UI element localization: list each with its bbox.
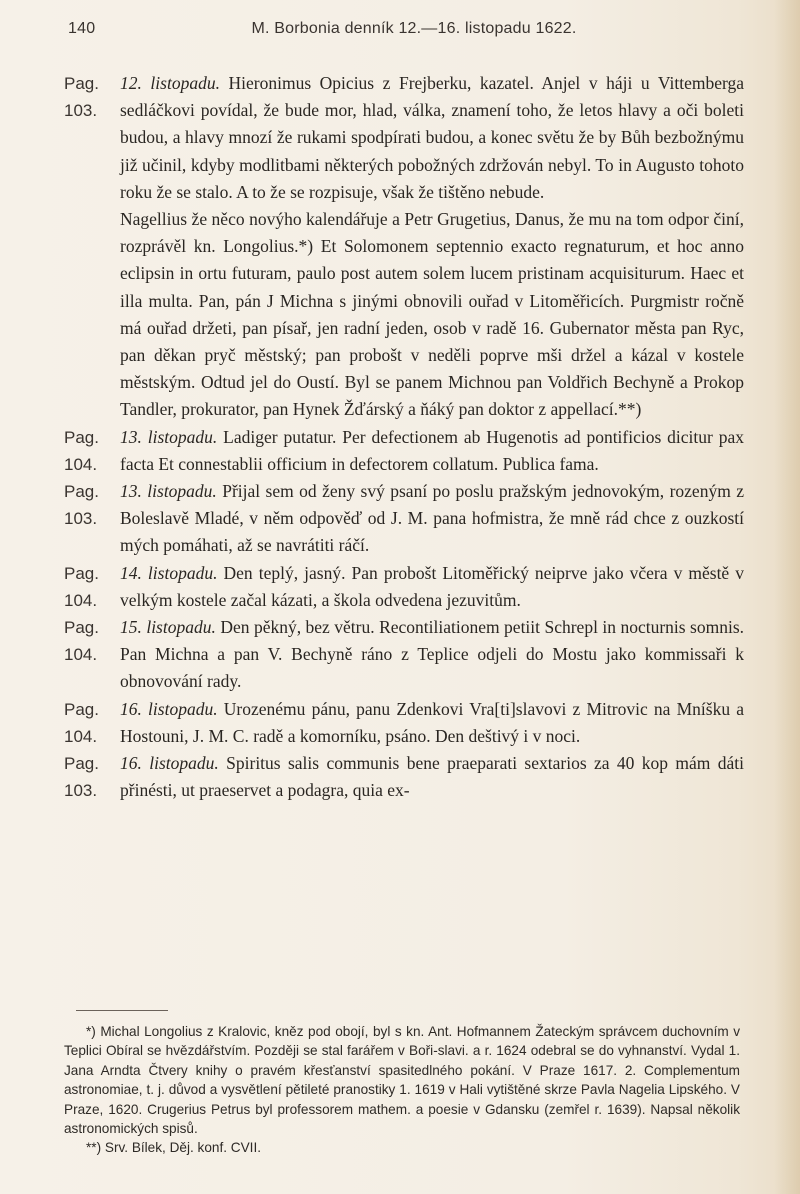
entry-paragraph-text: Urozenému pánu, panu Zdenkovi Vra[ti]slavovi z Mitrovic na Mníšku a Hostouni, J. M. C. radě a komorníku, psáno. Den deštivý i v noci. [120,698,745,746]
entry-date: 16. listopadu. [120,698,218,719]
diary-entries [64,70,744,804]
diary-entry [64,750,744,804]
entry-paragraph-text: Den pěkný, bez větru. Recontiliationem petiit Schrepl in nocturnis somnis. Pan Michna a pan V. Bechyně ráno z Teplice odjeli do Mostu jako kommissaři k obnovování rady. [120,617,745,692]
footnote-rule [76,1010,168,1011]
entry-date: 13. listopadu. [120,426,218,447]
diary-entry [64,696,744,750]
diary-entry [64,424,744,478]
entry-date: 16. listopadu. [120,753,219,774]
page-reference: Pag. 103. [64,74,99,121]
entry-date: 15. listopadu. [120,617,216,638]
page-reference: Pag. 104. [64,618,99,665]
entry-paragraph-text: Nagellius že něco novýho kalendářuje a Petr Grugetius, Danus, že mu na tom odpor činí, rozprávěl kn. Longolius.*) Et Solomonem septennio exacto regnaturum, et hoc anno eclipsin in ortu futuram, paulo post autem solem lucem pristinam acquisiturum. Haec et illa multa. Pan, pán J Michna s jinými obnovili ouřad v Litoměřicích. Purgmistr ročně má ouřad držeti, pan písař, jen radní jeden, osob v radě 16. Gubernator města pan Ryc, pan děkan pryč městský; pan probošt v neděli poprve mši držel a kázal v kostele městským. Odtud jel do Oustí. Byl se panem Michnou pan Voldřich Bechyně a Prokop Tandler, prokurator, pan Hynek Žďárský a ňáký pan doktor z appellací.**) [120,209,744,420]
entry-paragraph [120,206,744,424]
page-reference: Pag. 104. [64,563,99,610]
entry-text [120,696,744,750]
entry-text [120,614,744,696]
entry-paragraph [120,750,744,804]
entry-paragraph [120,560,744,614]
running-title: M. Borbonia denník 12.—16. listopadu 1622. [251,20,577,37]
diary-entry [64,614,744,696]
diary-entry [64,478,744,560]
entry-paragraph [120,696,744,750]
entry-date: 12. listopadu. [120,73,220,93]
page-reference: Pag. 104. [64,427,99,474]
entry-text [120,424,744,478]
footnote: *) Michal Longolius z Kralovic, kněz pod obojí, byl s kn. Ant. Hofmannem Žateckým správcem duchovním v Teplici Obíral se hvězdářstvím. Později se stal farářem v Boři-slavi. a r. 1624 odebral se do vyhnanství. Vydal 1. Jana Arndta Čtvery knihy o pravém křesťanství spasitedlného pokání. V Praze 1617. 2. Complementum astronomiae, t. j. důvod a vysvětlení pětileté pranostiky 1. 1619 v Hali vytištěné skrze Pavla Nagelia Lipského. V Praze, 1620. Crugerius Petrus byl professorem mathem. a poesie v Gdansku (zemřel r. 1639). Napsal několik astronomických spisů. [64,1024,740,1137]
entry-paragraph [120,478,744,560]
entry-paragraph-text: Ladiger putatur. Per defectionem ab Hugenotis ad pontificios dicitur pax facta Et connestablii officium in defectorem collatum. Publica fama. [120,426,744,474]
entry-text [120,478,744,560]
page-reference: Pag. 103. [64,482,99,529]
entry-text [120,70,744,424]
entry-text [120,750,744,804]
entry-paragraph-text: Hieronimus Opicius z Frejberku, kazatel. Anjel v háji u Vittemberga sedláčkovi povídal, že bude mor, hlad, válka, znamení toho, že letos hlavy a oči boleti budou, a hlavy mnozí že rukami spodpírati budou, a konec světu že by Bůh bezbožnýmu již učinil, kdyby modlitbami některých pobožných zdržován nebyl. To in Augusto tohoto roku že se stalo. A to že se rozpisuje, však že tištěno nebude. [120,73,744,202]
entry-paragraph [120,424,744,478]
footnotes [64,1022,740,1158]
entry-paragraph-text: Přijal sem od ženy svý psaní po poslu pražským jednovokým, rozeným z Boleslavě Mladé, v něm odpověď od J. M. pana hofmistra, že mně rád chce z ouzkostí mých pomáhati, až se navrátiti ráčí. [120,481,744,556]
diary-entry [64,70,744,424]
entry-date: 14. listopadu. [120,562,218,583]
footnote: **) Srv. Bílek, Děj. konf. CVII. [86,1140,262,1156]
page-reference: Pag. 103. [64,754,99,801]
page-reference: Pag. 104. [64,699,99,746]
diary-entry [64,560,744,614]
entry-paragraph [120,70,744,206]
entry-date: 13. listopadu. [120,481,217,502]
entry-text [120,560,744,614]
page-edge-shading [774,0,800,1194]
entry-paragraph-text: Spiritus salis communis bene praeparati sextarios za 40 kop mám dáti přinésti, ut praeservet a podagra, quia ex- [120,753,744,801]
entry-paragraph [120,614,744,696]
entry-paragraph-text: Den teplý, jasný. Pan probošt Litoměřický neiprve jako včera v městě v velkým kostele začal kázati, a škola odvedena jezuvitům. [120,562,744,610]
page-number: 140 [68,20,96,37]
